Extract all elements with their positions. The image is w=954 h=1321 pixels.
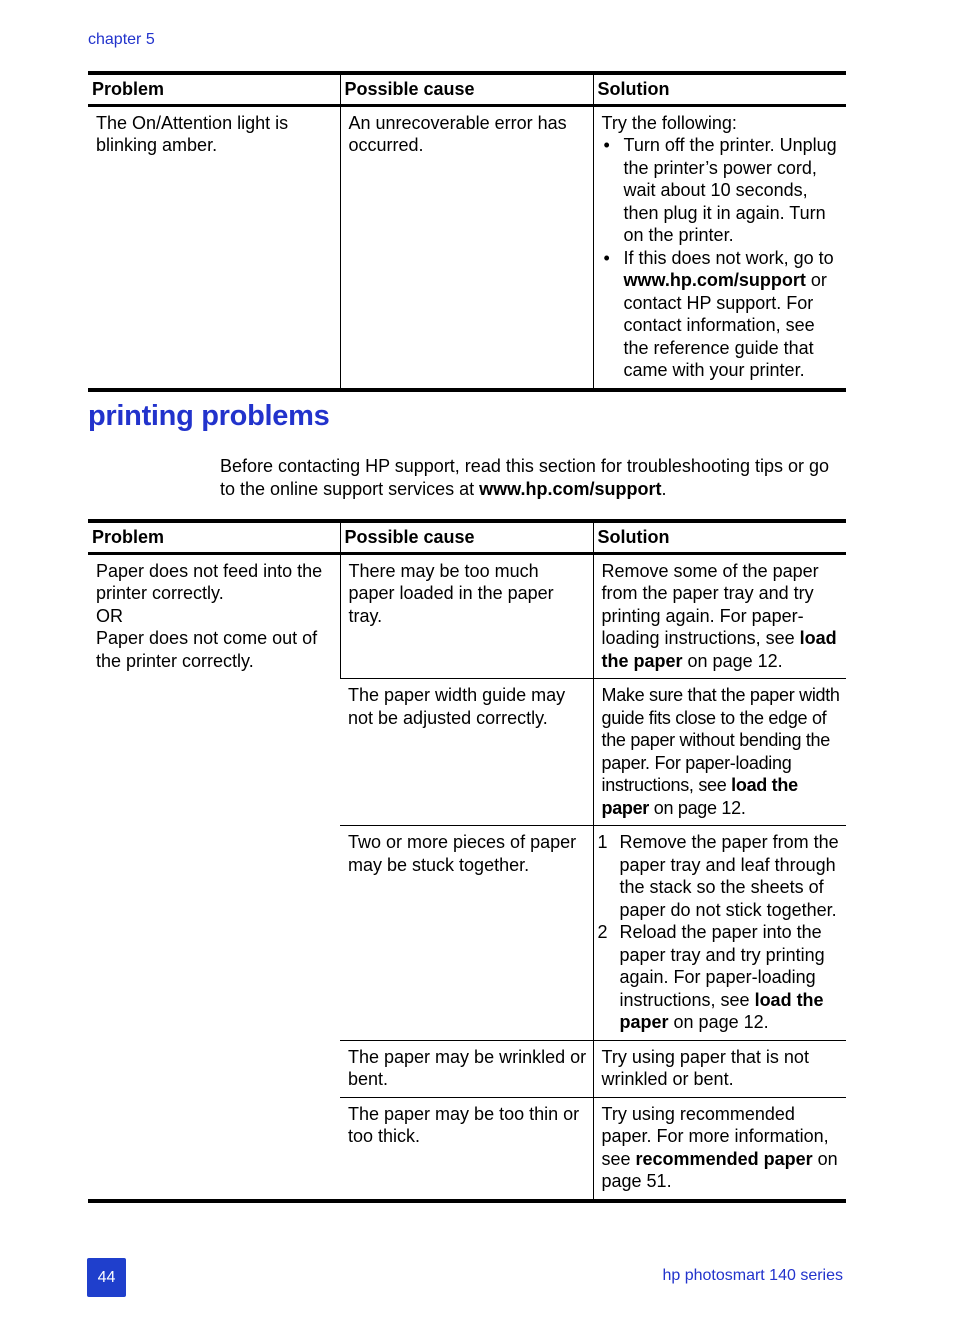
header-solution: Solution bbox=[593, 73, 846, 105]
cause-cell: The paper may be too thin or too thick. bbox=[340, 1097, 593, 1201]
header-possible-cause: Possible cause bbox=[340, 521, 593, 553]
table-header-row bbox=[88, 521, 846, 553]
solution-steps bbox=[597, 831, 841, 1034]
running-foot: hp photosmart 140 series bbox=[662, 1267, 843, 1284]
support-link: www.hp.com/support bbox=[479, 479, 662, 499]
solution-cell: Remove some of the paper from the paper tray and try printing again. For paper-loading instructions, see load the paper on page 12. bbox=[593, 553, 846, 679]
solution-cell: Try using recommended paper. For more information, see recommended paper on page 51. bbox=[593, 1097, 846, 1201]
table-row bbox=[88, 553, 846, 679]
cause-cell: The paper width guide may not be adjusted correctly. bbox=[340, 679, 593, 826]
header-solution: Solution bbox=[593, 521, 846, 553]
list-item: • If this does not work, go to www.hp.com/support or contact HP support. For contact information, see the reference guide that came with your printer. bbox=[602, 247, 841, 382]
solution-cell: Try using paper that is not wrinkled or bent. bbox=[593, 1040, 846, 1097]
problem-cell: Paper does not feed into the printer correctly. OR Paper does not come out of the printer correctly. bbox=[88, 553, 340, 1201]
intro-paragraph: Before contacting HP support, read this section for troubleshooting tips or go to the online support services at www.hp.com/support. bbox=[220, 456, 830, 499]
solution-cell: Make sure that the paper width guide fits close to the edge of the paper without bending the paper. For paper-loading instructions, see load the paper on page 12. bbox=[593, 679, 846, 826]
support-link: www.hp.com/support bbox=[623, 270, 806, 290]
table-header-row bbox=[88, 73, 846, 105]
table-row bbox=[88, 105, 846, 390]
list-item: 1 Remove the paper from the paper tray and leaf through the stack so the sheets of paper do not stick together. bbox=[597, 832, 839, 920]
cause-cell: Two or more pieces of paper may be stuck together. bbox=[340, 826, 593, 1041]
printing-problems-table bbox=[88, 519, 846, 1203]
section-title: printing problems bbox=[88, 400, 330, 432]
cause-cell: An unrecoverable error has occurred. bbox=[340, 105, 593, 390]
header-problem: Problem bbox=[88, 521, 340, 553]
cause-cell: There may be too much paper loaded in the paper tray. bbox=[340, 553, 593, 679]
list-item: 2 Reload the paper into the paper tray and try printing again. For paper-loading instructions, see load the paper on page 12. bbox=[597, 922, 825, 1032]
solution-intro: Try the following: bbox=[601, 112, 737, 133]
problem-cell: The On/Attention light is blinking amber. bbox=[88, 105, 340, 390]
error-table bbox=[88, 71, 846, 392]
header-possible-cause: Possible cause bbox=[340, 73, 593, 105]
page-number-badge: 44 bbox=[87, 1258, 126, 1297]
solution-cell bbox=[593, 105, 846, 390]
running-head: chapter 5 bbox=[88, 31, 155, 48]
cause-cell: The paper may be wrinkled or bent. bbox=[340, 1040, 593, 1097]
solution-cell bbox=[593, 826, 846, 1041]
solution-list bbox=[602, 134, 841, 382]
header-problem: Problem bbox=[88, 73, 340, 105]
list-item: • Turn off the printer. Unplug the printer’s power cord, wait about 10 seconds, then plug it in again. Turn on the printer. bbox=[602, 134, 841, 247]
